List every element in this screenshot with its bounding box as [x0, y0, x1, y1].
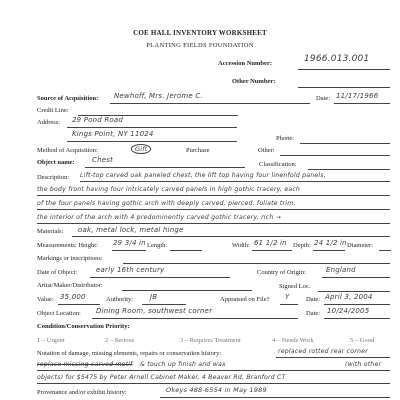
depth-label: Depth: — [293, 242, 311, 249]
width-label: Width: — [232, 242, 250, 249]
method-other-label: Other: — [258, 147, 275, 154]
location-underline — [92, 318, 298, 319]
location-date-underline — [324, 318, 390, 319]
phone-label: Phone: — [276, 135, 295, 142]
height-value: 29 3/4 in — [113, 239, 146, 247]
appraised-value: Y — [285, 293, 290, 301]
priority-3: 3 – Requires Treatment — [180, 337, 241, 344]
priority-5: 5 – Good — [350, 337, 375, 344]
method-label: Method of Acquisition: — [37, 147, 98, 154]
description-underline-3 — [37, 209, 390, 210]
markings-label: Markings or inscriptions: — [37, 255, 103, 262]
notation-line-2-end: (with other — [345, 361, 382, 368]
country-underline — [322, 277, 390, 278]
description-line-4: the interior of the arch with 4 predominently carved gothic tracery, rich → — [37, 214, 282, 221]
value-label: Value: — [37, 296, 54, 303]
provenance-underline — [160, 397, 390, 398]
address-underline-2 — [67, 141, 237, 142]
source-value: Newhoff, Mrs. Jerome C. — [114, 92, 203, 100]
notation-line-3: objects) for $5475 by Peter Arnell Cabinet Maker, 4 Beaver Rd, Branford CT — [37, 374, 286, 381]
source-date-label: Date: — [316, 95, 331, 102]
address-label: Address: — [37, 119, 61, 126]
accession-underline — [298, 69, 390, 70]
classification-underline — [308, 169, 390, 170]
notation-underline-1 — [276, 357, 390, 358]
date-of-object-label: Date of Object: — [37, 269, 78, 276]
appraised-underline — [280, 304, 298, 305]
priority-4: 4 – Needs Work — [272, 337, 314, 344]
appraisal-date-value: April 3, 2004 — [325, 293, 373, 301]
signed-loc-label: Signed Loc. — [279, 283, 311, 290]
appraisal-date-underline — [324, 304, 390, 305]
address-line-2: Kings Point, NY 11024 — [72, 130, 154, 138]
date-of-object-underline — [90, 277, 230, 278]
condition-label: Condition/Conservation Priority: — [37, 323, 130, 330]
object-name-value: Chest — [92, 156, 114, 164]
country-value: England — [326, 266, 356, 274]
depth-underline — [313, 250, 345, 251]
artist-label: Artist/Maker/Distributor: — [37, 282, 103, 289]
priority-2: 2 – Serious — [105, 337, 135, 344]
source-date-value: 11/17/1966 — [336, 92, 379, 100]
method-other-underline — [280, 155, 390, 156]
diameter-label: Diameter: — [347, 242, 373, 249]
materials-value: oak, metal lock, metal hinge — [78, 226, 184, 234]
location-date-value: 10/24/2005 — [327, 307, 370, 315]
source-underline — [110, 103, 310, 104]
provenance-label: Provenance and/or exhibit history: — [37, 389, 127, 396]
width-value: 61 1/2 in — [254, 239, 287, 247]
notation-line-2: & touch up finish and wax — [140, 361, 226, 368]
description-label: Description: — [37, 174, 70, 181]
authority-label: Authority: — [106, 296, 134, 303]
other-number-label: Other Number: — [232, 78, 276, 85]
value-underline — [58, 304, 100, 305]
materials-underline — [72, 236, 390, 237]
materials-label: Materials: — [37, 228, 64, 235]
accession-value: 1966.013.001 — [304, 54, 370, 64]
method-gift-circled: Gift — [131, 144, 151, 154]
description-line-1: Lift-top carved oak paneled chest, the lift top having four linenfold panels, — [80, 172, 326, 179]
location-label: Object Location: — [37, 310, 81, 317]
depth-value: 24 1/2 in — [314, 239, 347, 247]
priority-1: 1 – Urgent — [37, 337, 65, 344]
markings-underline — [123, 263, 390, 264]
description-underline-1 — [80, 181, 390, 182]
provenance-value: Okeys 488-6554 in May 1989 — [166, 386, 267, 394]
diameter-underline — [379, 250, 391, 251]
address-line-1: 29 Pond Road — [72, 116, 124, 124]
length-label: Length: — [147, 242, 168, 249]
notation-underline-2 — [37, 370, 390, 371]
authority-underline — [142, 304, 186, 305]
height-underline — [112, 250, 146, 251]
source-date-underline — [334, 103, 390, 104]
object-name-label: Object name: — [37, 159, 75, 166]
classification-label: Classification: — [259, 161, 297, 168]
other-number-underline — [298, 87, 390, 88]
source-label: Source of Acquisition: — [37, 95, 99, 102]
country-label: Country of Origin: — [257, 269, 306, 276]
location-date-label: Date: — [306, 310, 321, 317]
length-underline — [170, 250, 202, 251]
authority-value: JB — [150, 293, 158, 301]
credit-line-label: Credit Line: — [37, 107, 69, 114]
notation-label: Notation of damage, missing elements, repairs or conservation history: — [37, 350, 222, 357]
value-amount: 35,000 — [60, 293, 86, 301]
method-purchase: Purchase — [186, 147, 210, 154]
description-line-2: the body front having four intricately carved panels in high gothic tracery, each — [37, 186, 301, 193]
notation-line-1: replaced rotted rear corner — [278, 348, 368, 355]
appraised-label: Appraised on File? — [220, 296, 270, 303]
description-underline-2 — [37, 195, 390, 196]
worksheet-subtitle: PLANTING FIELDS FOUNDATION — [146, 42, 254, 49]
artist-underline — [122, 290, 252, 291]
description-line-3: of the four panels having gothic arch with deeply carved, pierced, foliate trim, — [37, 200, 296, 207]
notation-underline-3 — [37, 383, 390, 384]
address-underline-1 — [67, 127, 237, 128]
notation-struck-text: replace missing carved motif — [37, 361, 133, 368]
accession-label: Accession Number: — [218, 60, 272, 67]
signed-loc-underline — [318, 291, 390, 292]
object-name-underline — [85, 167, 245, 168]
worksheet-title: COE HALL INVENTORY WORKSHEET — [133, 29, 267, 37]
description-underline-4 — [37, 223, 390, 224]
measurements-label: Measurements: Height: — [37, 242, 98, 249]
date-of-object-value: early 16th century — [96, 266, 165, 274]
phone-underline — [300, 143, 390, 144]
width-underline — [252, 250, 292, 251]
appraisal-date-label: Date: — [306, 296, 321, 303]
location-value: Dining Room, southwest corner — [96, 307, 213, 315]
